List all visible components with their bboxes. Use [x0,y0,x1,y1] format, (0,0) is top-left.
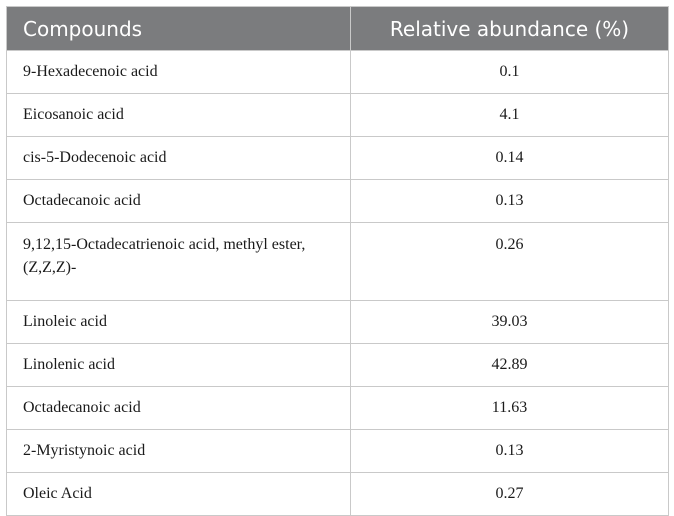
compound-cell: Octadecanoic acid [7,180,351,223]
table-row [7,430,669,473]
header-relative-abundance: Relative abundance (%) [351,7,669,51]
table-row [7,344,669,387]
table-row [7,137,669,180]
compound-cell: Oleic Acid [7,473,351,516]
abundance-cell: 11.63 [351,387,669,430]
compound-cell: Linolenic acid [7,344,351,387]
abundance-cell: 39.03 [351,301,669,344]
table-row [7,387,669,430]
header-row [7,7,669,51]
compound-cell: Eicosanoic acid [7,94,351,137]
compound-cell: 2-Myristynoic acid [7,430,351,473]
header-compounds: Compounds [7,7,351,51]
compounds-table [6,6,669,516]
compound-cell: 9-Hexadecenoic acid [7,51,351,94]
abundance-cell: 0.13 [351,430,669,473]
abundance-cell: 0.26 [351,223,669,301]
abundance-cell: 42.89 [351,344,669,387]
table-row [7,94,669,137]
compound-cell: Linoleic acid [7,301,351,344]
table-row [7,180,669,223]
table-row [7,51,669,94]
abundance-cell: 4.1 [351,94,669,137]
compound-cell: Octadecanoic acid [7,387,351,430]
abundance-cell: 0.13 [351,180,669,223]
abundance-cell: 0.27 [351,473,669,516]
table-row [7,223,669,301]
table-row [7,473,669,516]
abundance-cell: 0.1 [351,51,669,94]
abundance-cell: 0.14 [351,137,669,180]
table-row [7,301,669,344]
compound-cell: cis-5-Dodecenoic acid [7,137,351,180]
compound-cell: 9,12,15-Octadecatrienoic acid, methyl ester, (Z,Z,Z)- [7,223,351,301]
